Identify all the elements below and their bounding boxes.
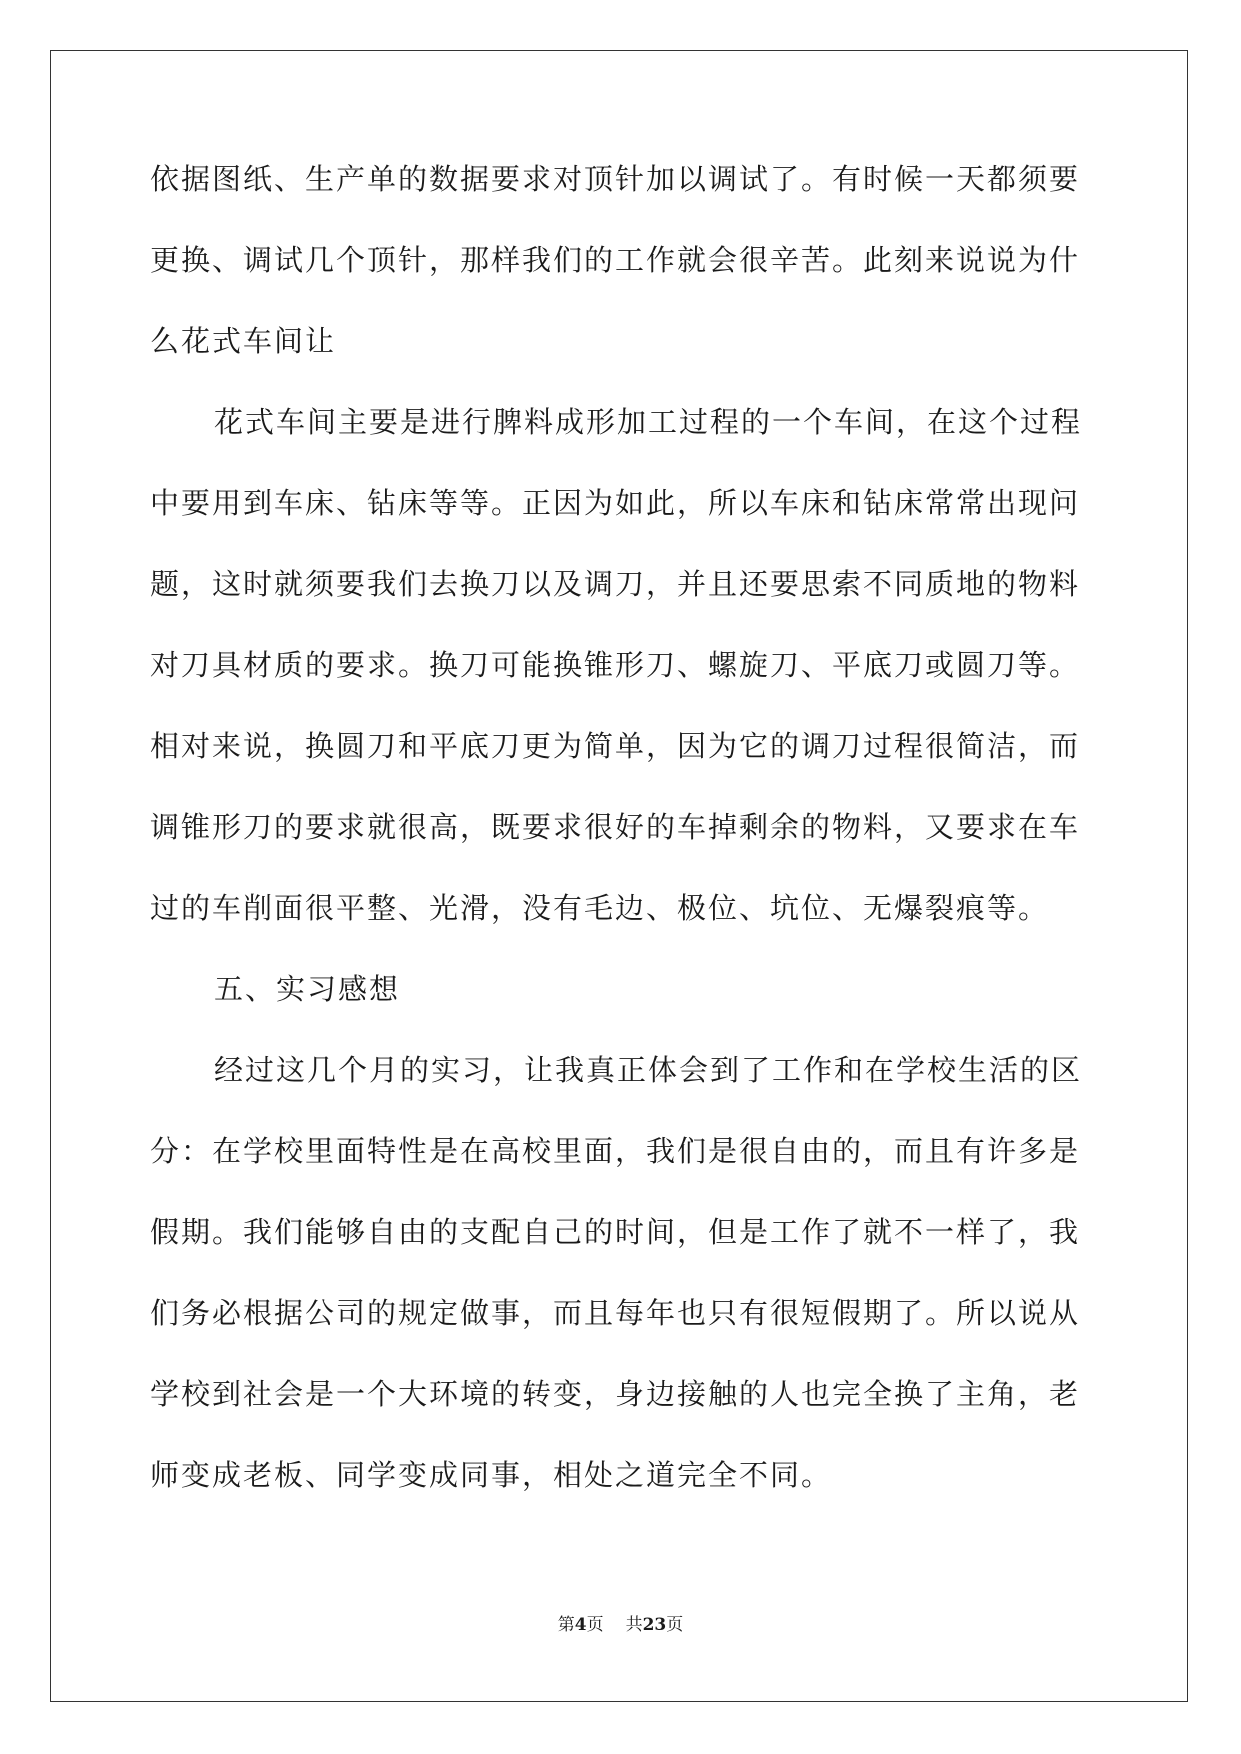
- text-line: 过的车削面很平整、光滑，没有毛边、极位、坑位、无爆裂痕等。: [150, 891, 1050, 925]
- text-line: 分：在学校里面特性是在高校里面，我们是很自由的，而且有许多是: [150, 1134, 1081, 1168]
- text-line: 师变成老板、同学变成同事，相处之道完全不同。: [150, 1458, 833, 1492]
- text-line: 调锥形刀的要求就很高，既要求很好的车掉剩余的物料，又要求在车: [150, 810, 1081, 844]
- page-number-footer: [0, 1610, 1241, 1635]
- paragraph-start-line: 花式车间主要是进行脾料成形加工过程的一个车间，在这个过程: [214, 405, 1083, 439]
- total-page-count: 23: [642, 1615, 667, 1635]
- text-line: 题，这时就须要我们去换刀以及调刀，并且还要思索不同质地的物料: [150, 567, 1081, 601]
- text-line: 学校到社会是一个大环境的转变，身边接触的人也完全换了主角，老: [150, 1377, 1081, 1411]
- section-heading: 五、实习感想: [214, 972, 401, 1006]
- text-line: 们务必根据公司的规定做事，而且每年也只有很短假期了。所以说从: [150, 1296, 1081, 1330]
- text-line: 假期。我们能够自由的支配自己的时间，但是工作了就不一样了，我: [150, 1215, 1081, 1249]
- footer-prefix: 第: [557, 1615, 575, 1635]
- text-line: 中要用到车床、钻床等等。正因为如此，所以车床和钻床常常出现问: [150, 486, 1081, 520]
- paragraph-start-line: 经过这几个月的实习，让我真正体会到了工作和在学校生活的区: [214, 1053, 1083, 1087]
- document-body: [150, 160, 1090, 1537]
- text-line: 么花式车间让: [150, 324, 337, 358]
- footer-total-prefix: 共: [625, 1615, 643, 1635]
- text-line: 对刀具材质的要求。换刀可能换锥形刀、螺旋刀、平底刀或圆刀等。: [150, 648, 1081, 682]
- text-line: 相对来说，换圆刀和平底刀更为简单，因为它的调刀过程很简洁，而: [150, 729, 1081, 763]
- footer-page-suffix: 页: [586, 1615, 604, 1635]
- text-line: 更换、调试几个顶针，那样我们的工作就会很辛苦。此刻来说说为什: [150, 243, 1081, 277]
- current-page-number: 4: [574, 1615, 587, 1635]
- text-line: 依据图纸、生产单的数据要求对顶针加以调试了。有时候一天都须要: [150, 162, 1081, 196]
- footer-total-suffix: 页: [666, 1615, 684, 1635]
